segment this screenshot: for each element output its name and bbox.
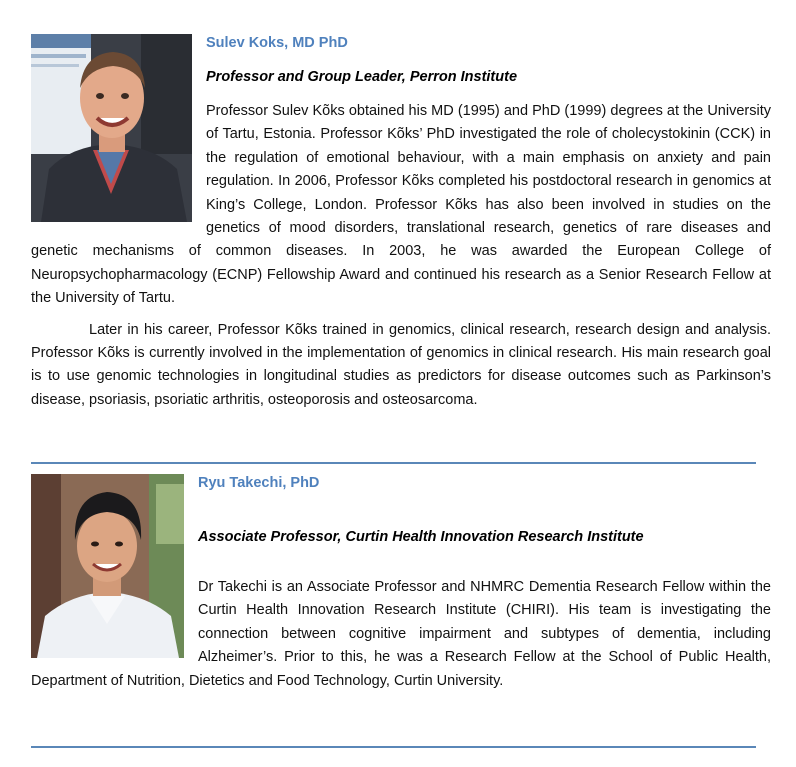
bio-paragraph: Professor Sulev Kõks obtained his MD (1995) and PhD (1999) degrees at the University of Tartu, Estonia. Professor Kõks’ PhD investigated the role of cholecystokinin (CCK) in the regulation of emotional behaviour, with a main emphasis on anxiety and pain regulation. In 2006, Professor Kõks completed his postdoctoral research in genomics at King’s College, London. Professor Kõks has also been involved in studies on the genetics of mood disorders, translational research, genetics of rare diseases and genetic mechanisms of common diseases. In 2003, he was awarded the European College of Neuropsychopharmacology (ECNP) Fellowship Award and continued his research as a Senior Research Fellow at the University of Tartu. [31, 103, 771, 307]
bio-ryu-takechi [31, 474, 771, 693]
person-name: Ryu Takechi, PhD [198, 475, 320, 491]
portrait-image [31, 474, 184, 658]
section-divider [31, 462, 756, 464]
portrait-photo-sulev-koks [31, 34, 192, 222]
person-title: Associate Professor, Curtin Health Innovation Research Institute [198, 529, 644, 545]
section-divider [31, 746, 756, 748]
portrait-image [31, 34, 192, 222]
bio-sulev-koks [31, 34, 771, 412]
bio-paragraph: Dr Takechi is an Associate Professor and NHMRC Dementia Research Fellow within the Curtin Health Innovation Research Institute (CHIRI). His team is investigating the connection between cognitive impairment and subtypes of dementia, including Alzheimer’s. Prior to this, he was a Research Fellow at the School of Public Health, Department of Nutrition, Dietetics and Food Technology, Curtin University. [31, 579, 771, 689]
person-title: Professor and Group Leader, Perron Institute [206, 69, 518, 85]
person-name: Sulev Koks, MD PhD [206, 35, 348, 51]
portrait-photo-ryu-takechi [31, 474, 184, 658]
bio-paragraph: Later in his career, Professor Kõks trained in genomics, clinical research, research design and analysis. Professor Kõks is currently involved in the implementation of genomics in clinical research. His main research goal is to use genomic technologies in longitudinal studies as predictors for disease outcomes such as Parkinson’s disease, psoriasis, psoriatic arthritis, osteoporosis and osteosarcoma. [31, 321, 771, 408]
